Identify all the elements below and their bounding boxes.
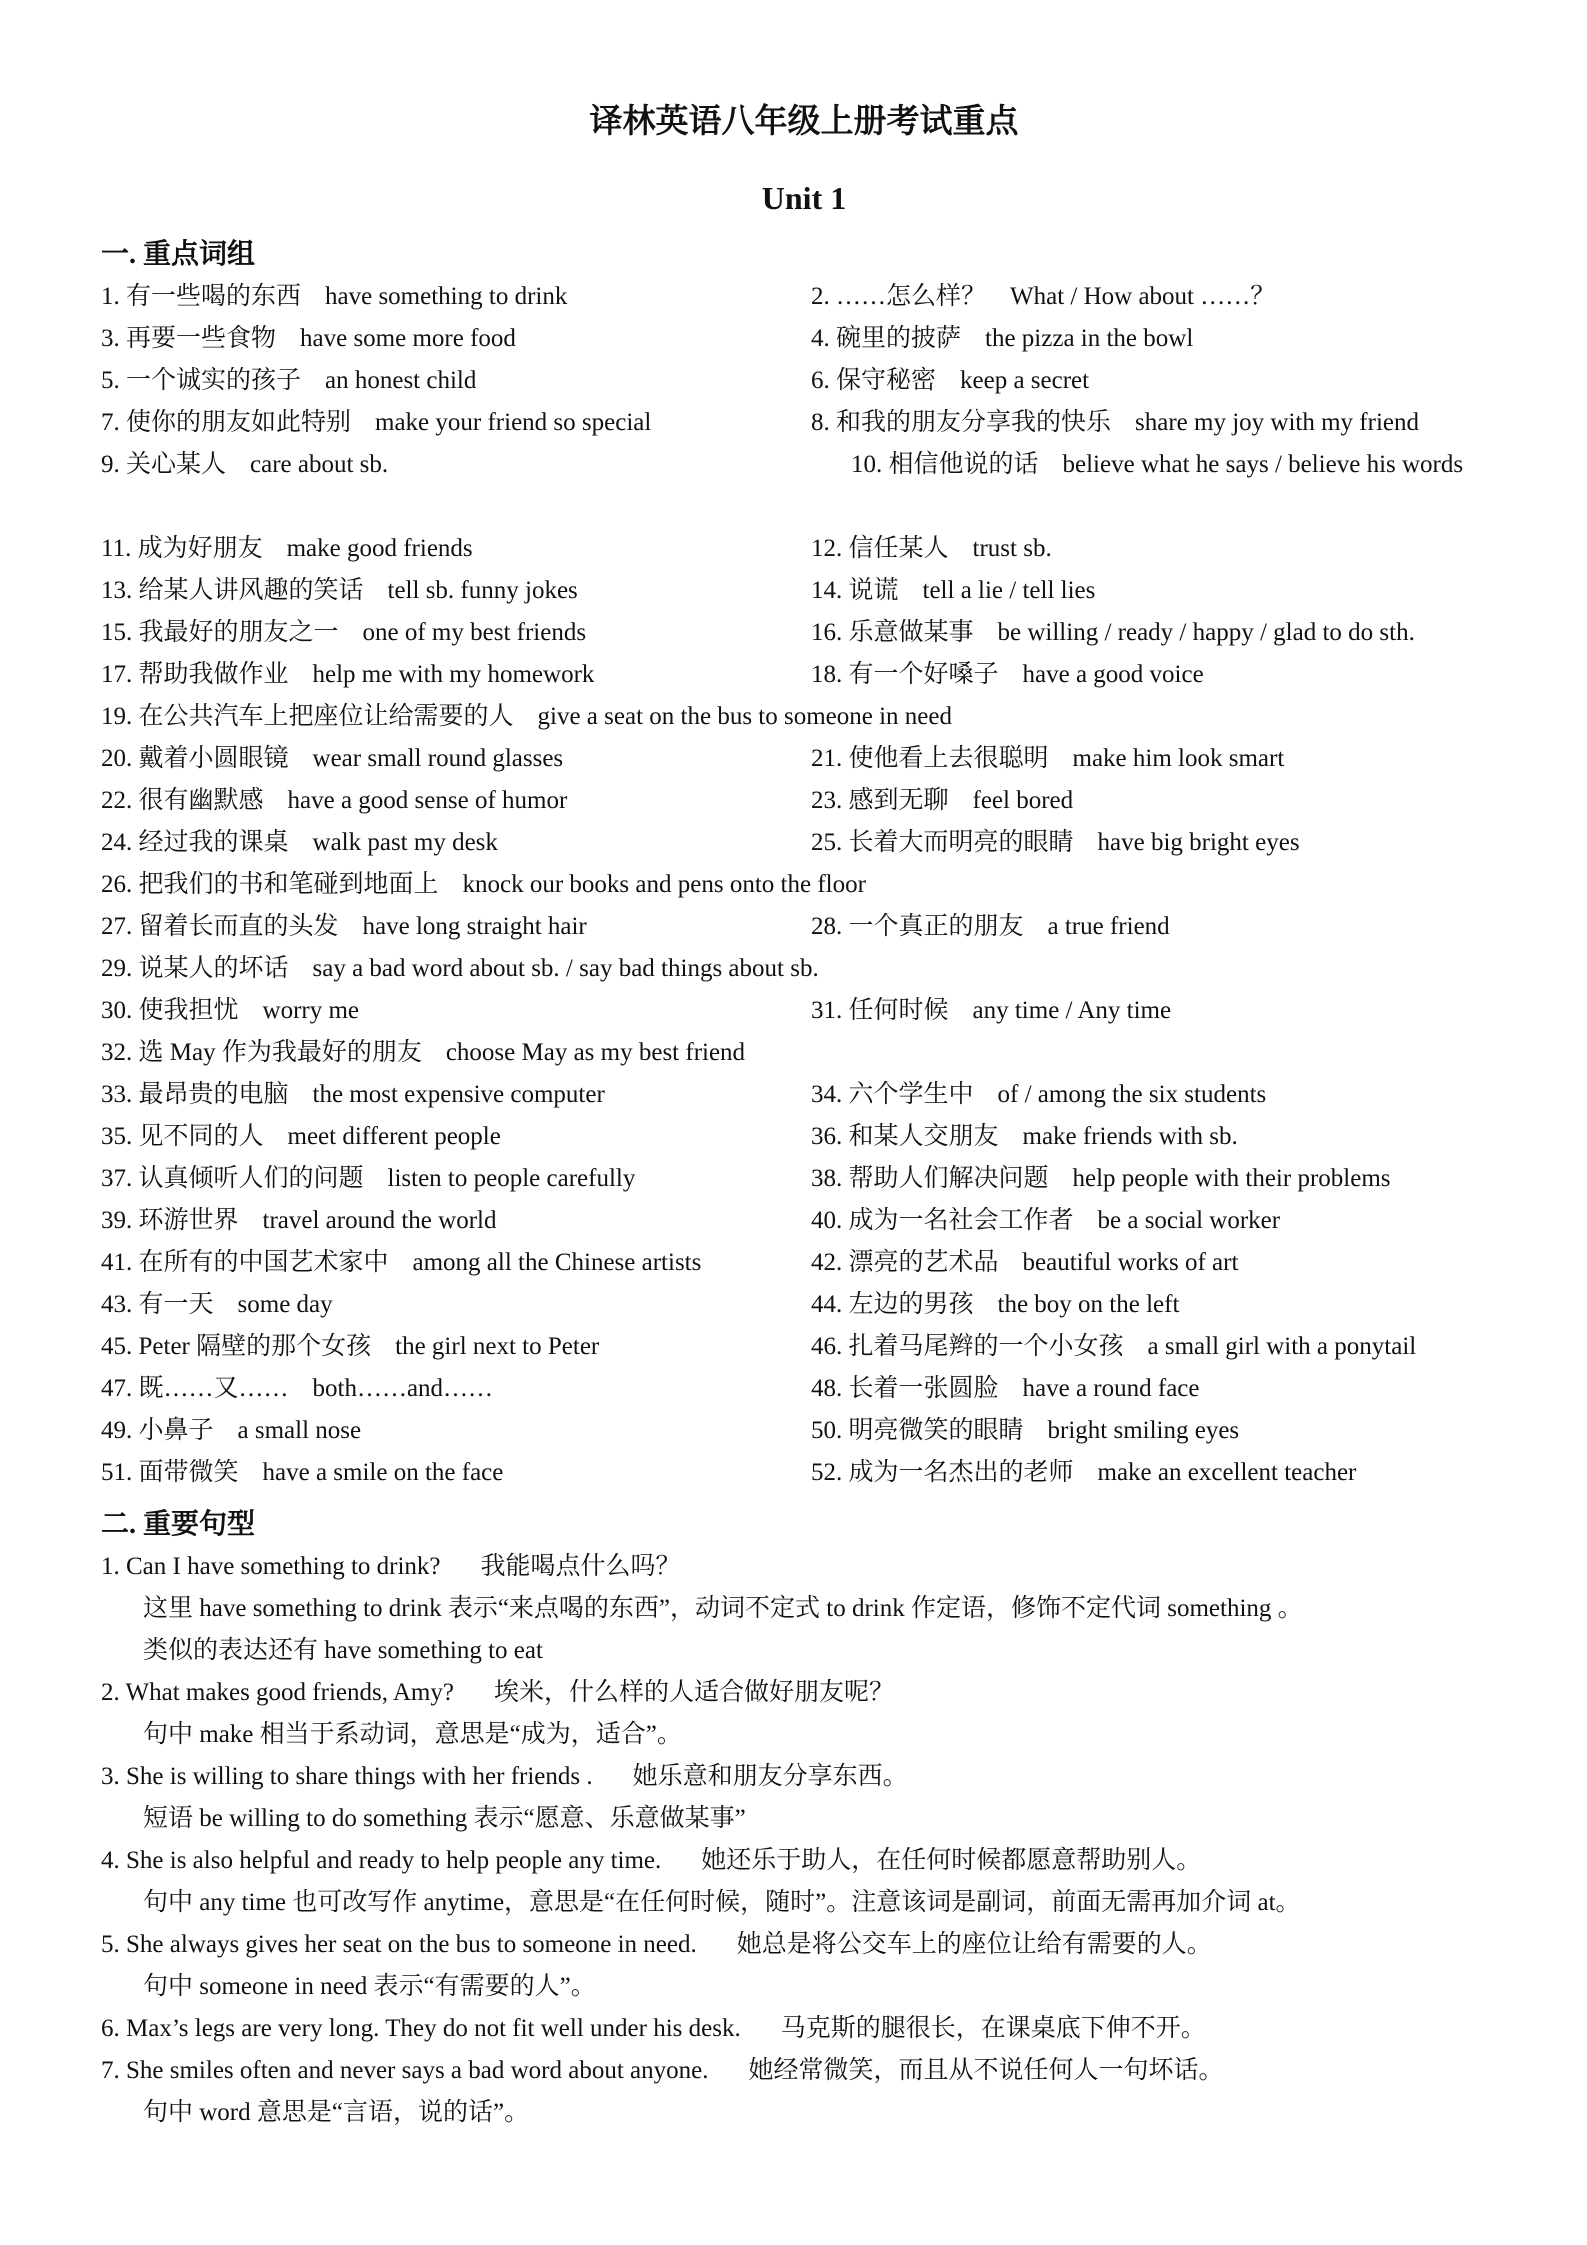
phrase-english: What / How about ……？ xyxy=(1010,283,1276,310)
phrase-english: make good friends xyxy=(286,535,473,562)
phrase-chinese: 明亮微笑的眼睛 xyxy=(848,1417,1024,1444)
sentence-chinese: 埃米，什么样的人适合做好朋友呢？ xyxy=(493,1679,894,1706)
phrase-chinese: 成为好朋友 xyxy=(137,535,263,562)
phrase-row xyxy=(101,948,1507,990)
sentence-note: 句中 word 意思是“言语，说的话”。 xyxy=(143,2099,530,2126)
phrase-english: have something to drink xyxy=(325,283,568,310)
document-title: 译林英语八年级上册考试重点 xyxy=(589,104,1019,140)
phrase-item xyxy=(811,619,1415,646)
phrase-number: 48. xyxy=(811,1375,849,1402)
phrase-number: 34. xyxy=(811,1081,849,1108)
phrase-chinese: 留着长而直的头发 xyxy=(138,913,339,940)
phrase-number: 5. xyxy=(101,367,126,394)
sentence-english: 3. She is willing to share things with her friends . xyxy=(101,1763,593,1790)
phrase-english: a true friend xyxy=(1047,913,1170,940)
phrase-number: 40. xyxy=(811,1207,849,1234)
phrase-item xyxy=(811,1207,1280,1234)
phrase-number: 2. xyxy=(811,283,836,310)
sentence-english: 7. She smiles often and never says a bad word about anyone. xyxy=(101,2057,709,2084)
sentence-line xyxy=(101,1756,1507,1798)
phrase-number: 46. xyxy=(811,1333,849,1360)
phrase-english: make him look smart xyxy=(1072,745,1285,772)
phrase-item xyxy=(811,661,1204,688)
phrase-english: have a good sense of humor xyxy=(287,787,568,814)
phrase-item xyxy=(101,409,651,436)
phrase-item xyxy=(101,997,359,1024)
phrase-english: have long straight hair xyxy=(362,913,587,940)
phrase-chinese: 使你的朋友如此特别 xyxy=(126,409,352,436)
phrase-chinese: 帮助人们解决问题 xyxy=(848,1165,1049,1192)
sentence-chinese: 她乐意和朋友分享东西。 xyxy=(632,1763,908,1790)
phrase-item xyxy=(851,451,1463,478)
phrase-english: help me with my homework xyxy=(312,661,595,688)
phrase-chinese: 一个诚实的孩子 xyxy=(126,367,302,394)
phrase-item xyxy=(101,745,563,772)
phrase-item xyxy=(101,1375,493,1402)
phrase-chinese: 漂亮的艺术品 xyxy=(848,1249,999,1276)
sentence-note: 句中 any time 也可改写作 anytime，意思是“在任何时候，随时”。注意该词是副词，前面无需再加介词 at。 xyxy=(143,1889,1301,1916)
phrase-english: have a good voice xyxy=(1022,661,1204,688)
phrase-item xyxy=(101,829,498,856)
phrase-row xyxy=(101,360,1507,402)
phrase-chinese: 认真倾听人们的问题 xyxy=(138,1165,364,1192)
phrase-chinese: 说某人的坏话 xyxy=(138,955,289,982)
sentence-item xyxy=(101,1840,1507,1924)
phrase-row xyxy=(101,1326,1507,1368)
phrase-number: 50. xyxy=(811,1417,849,1444)
phrase-item xyxy=(101,1291,333,1318)
phrase-row xyxy=(101,402,1507,444)
phrase-chinese: 长着一张圆脸 xyxy=(848,1375,999,1402)
phrase-chinese: 说谎 xyxy=(848,577,899,604)
phrase-number: 47. xyxy=(101,1375,139,1402)
phrase-english: care about sb. xyxy=(250,451,389,478)
phrase-english: listen to people carefully xyxy=(387,1165,636,1192)
phrase-chinese: 关心某人 xyxy=(126,451,227,478)
phrase-number: 25. xyxy=(811,829,849,856)
phrase-item xyxy=(101,451,388,478)
sentence-note: 句中 make 相当于系动词，意思是“成为，适合”。 xyxy=(143,1721,682,1748)
phrase-chinese: 最昂贵的电脑 xyxy=(138,1081,289,1108)
phrase-list xyxy=(101,276,1507,1494)
phrase-number: 23. xyxy=(811,787,849,814)
phrase-row xyxy=(101,654,1507,696)
phrase-chinese: 环游世界 xyxy=(138,1207,239,1234)
sentence-chinese: 她还乐于助人，在任何时候都愿意帮助别人。 xyxy=(701,1847,1202,1874)
phrase-english: make your friend so special xyxy=(375,409,652,436)
phrase-chinese: 和某人交朋友 xyxy=(848,1123,999,1150)
sentence-item xyxy=(101,1924,1507,2008)
phrase-chinese: 给某人讲风趣的笑话 xyxy=(138,577,364,604)
phrase-chinese: 再要一些食物 xyxy=(126,325,277,352)
sentence-line xyxy=(101,1924,1507,1966)
phrase-english: among all the Chinese artists xyxy=(412,1249,702,1276)
phrase-chinese: 信任某人 xyxy=(848,535,949,562)
sentence-line xyxy=(101,1840,1507,1882)
phrase-row xyxy=(101,318,1507,360)
phrase-number: 51. xyxy=(101,1459,139,1486)
phrase-number: 15. xyxy=(101,619,139,646)
phrase-item xyxy=(101,1123,501,1150)
sentence-item xyxy=(101,2050,1507,2134)
phrase-item xyxy=(101,1039,745,1066)
phrase-chinese: 使他看上去很聪明 xyxy=(848,745,1049,772)
phrase-number: 43. xyxy=(101,1291,139,1318)
phrase-row xyxy=(101,1284,1507,1326)
phrase-row xyxy=(101,444,1507,528)
phrase-item xyxy=(811,787,1073,814)
phrase-chinese: 选 May 作为我最好的朋友 xyxy=(138,1039,422,1066)
phrase-number: 37. xyxy=(101,1165,139,1192)
phrase-number: 20. xyxy=(101,745,139,772)
phrase-chinese: 感到无聊 xyxy=(848,787,949,814)
phrase-chinese: 面带微笑 xyxy=(138,1459,239,1486)
phrase-row xyxy=(101,1200,1507,1242)
phrase-number: 44. xyxy=(811,1291,849,1318)
sentence-english: 5. She always gives her seat on the bus to someone in need. xyxy=(101,1931,697,1958)
phrase-english: make an excellent teacher xyxy=(1097,1459,1357,1486)
phrase-item xyxy=(101,1207,496,1234)
phrase-number: 18. xyxy=(811,661,849,688)
phrase-english: have some more food xyxy=(300,325,516,352)
phrase-number: 16. xyxy=(811,619,849,646)
phrase-english: feel bored xyxy=(972,787,1074,814)
phrase-english: walk past my desk xyxy=(312,829,498,856)
phrase-item xyxy=(101,787,567,814)
sentence-chinese: 我能喝点什么吗？ xyxy=(480,1553,681,1580)
phrase-item xyxy=(811,1165,1391,1192)
phrase-english: tell a lie / tell lies xyxy=(922,577,1096,604)
phrase-chinese: 保守秘密 xyxy=(836,367,937,394)
phrase-number: 1. xyxy=(101,283,126,310)
phrase-number: 10. xyxy=(851,451,889,478)
phrase-row xyxy=(101,738,1507,780)
phrase-number: 38. xyxy=(811,1165,849,1192)
phrase-number: 4. xyxy=(811,325,836,352)
phrase-item xyxy=(101,283,567,310)
sentence-line xyxy=(101,1672,1507,1714)
phrase-item xyxy=(811,1459,1356,1486)
phrase-item xyxy=(101,703,952,730)
phrase-english: any time / Any time xyxy=(972,997,1172,1024)
phrase-item xyxy=(811,1081,1266,1108)
phrase-english: be a social worker xyxy=(1097,1207,1281,1234)
phrase-number: 22. xyxy=(101,787,139,814)
phrase-item xyxy=(811,1375,1200,1402)
sentences-heading: 二. 重要句型 xyxy=(101,1509,256,1540)
phrase-number: 9. xyxy=(101,451,126,478)
phrase-item xyxy=(811,283,1275,310)
phrase-chinese: 相信他说的话 xyxy=(888,451,1039,478)
sentence-chinese: 她总是将公交车上的座位让给有需要的人。 xyxy=(736,1931,1212,1958)
sentence-line xyxy=(101,2050,1507,2092)
phrase-english: trust sb. xyxy=(972,535,1052,562)
phrase-english: say a bad word about sb. / say bad things about sb. xyxy=(312,955,819,982)
phrase-row xyxy=(101,1032,1507,1074)
phrase-number: 36. xyxy=(811,1123,849,1150)
phrase-number: 45. xyxy=(101,1333,139,1360)
phrase-item xyxy=(811,997,1171,1024)
phrase-english: make friends with sb. xyxy=(1022,1123,1238,1150)
phrase-chinese: 使我担忧 xyxy=(138,997,239,1024)
phrase-item xyxy=(811,367,1089,394)
phrase-english: have a round face xyxy=(1022,1375,1200,1402)
phrase-number: 42. xyxy=(811,1249,849,1276)
phrase-chinese: 和我的朋友分享我的快乐 xyxy=(836,409,1112,436)
phrase-chinese: 小鼻子 xyxy=(138,1417,214,1444)
phrases-heading: 一. 重点词组 xyxy=(101,239,256,270)
phrase-row xyxy=(101,906,1507,948)
phrase-chinese: 碗里的披萨 xyxy=(836,325,962,352)
phrase-row xyxy=(101,1074,1507,1116)
phrase-item xyxy=(101,955,819,982)
phrase-chinese: 乐意做某事 xyxy=(848,619,974,646)
phrase-item xyxy=(101,871,866,898)
phrase-english: share my joy with my friend xyxy=(1135,409,1419,436)
phrase-item xyxy=(101,619,586,646)
sentence-item xyxy=(101,2008,1507,2050)
phrase-item xyxy=(811,1417,1239,1444)
phrase-number: 13. xyxy=(101,577,139,604)
sentence-item xyxy=(101,1546,1507,1672)
phrase-english: travel around the world xyxy=(262,1207,497,1234)
phrase-chinese: 把我们的书和笔碰到地面上 xyxy=(138,871,439,898)
phrase-english: the pizza in the bowl xyxy=(985,325,1194,352)
phrase-number: 28. xyxy=(811,913,849,940)
phrase-chinese: 有一个好嗓子 xyxy=(848,661,999,688)
phrase-chinese: 在公共汽车上把座位让给需要的人 xyxy=(138,703,514,730)
sentence-english: 1. Can I have something to drink? xyxy=(101,1553,441,1580)
phrase-number: 33. xyxy=(101,1081,139,1108)
phrase-row xyxy=(101,1410,1507,1452)
phrase-english: choose May as my best friend xyxy=(445,1039,746,1066)
phrase-english: keep a secret xyxy=(960,367,1090,394)
phrase-item xyxy=(101,661,594,688)
phrase-english: the boy on the left xyxy=(997,1291,1180,1318)
phrase-number: 27. xyxy=(101,913,139,940)
sentence-chinese: 马克斯的腿很长，在课桌底下伸不开。 xyxy=(780,2015,1206,2042)
phrase-item xyxy=(811,325,1193,352)
phrase-item xyxy=(101,577,578,604)
phrase-number: 8. xyxy=(811,409,836,436)
phrase-english: a small nose xyxy=(237,1417,362,1444)
phrase-number: 29. xyxy=(101,955,139,982)
phrase-chinese: 见不同的人 xyxy=(138,1123,264,1150)
phrase-row xyxy=(101,1242,1507,1284)
phrase-item xyxy=(101,535,473,562)
phrase-english: some day xyxy=(237,1291,333,1318)
phrase-item xyxy=(101,1249,701,1276)
phrase-english: the girl next to Peter xyxy=(395,1333,600,1360)
phrase-item xyxy=(101,1081,605,1108)
phrase-english: have big bright eyes xyxy=(1097,829,1300,856)
sentence-english: 4. She is also helpful and ready to help people any time. xyxy=(101,1847,662,1874)
phrase-row xyxy=(101,780,1507,822)
phrase-english: both……and…… xyxy=(312,1375,494,1402)
phrase-english: wear small round glasses xyxy=(312,745,564,772)
phrase-item xyxy=(811,1249,1238,1276)
phrase-chinese: 六个学生中 xyxy=(848,1081,974,1108)
phrase-item xyxy=(811,745,1284,772)
sentence-note: 短语 be willing to do something 表示“愿意、乐意做某事” xyxy=(143,1805,746,1832)
phrase-number: 17. xyxy=(101,661,139,688)
phrase-item xyxy=(101,1459,503,1486)
phrase-number: 11. xyxy=(101,535,138,562)
sentence-line xyxy=(101,2008,1507,2050)
phrase-row xyxy=(101,276,1507,318)
phrase-english: the most expensive computer xyxy=(312,1081,605,1108)
phrase-number: 41. xyxy=(101,1249,139,1276)
phrase-row xyxy=(101,612,1507,654)
phrase-number: 6. xyxy=(811,367,836,394)
phrase-chinese: 任何时候 xyxy=(848,997,949,1024)
sentence-list xyxy=(101,1546,1507,2134)
sentence-english: 2. What makes good friends, Amy? xyxy=(101,1679,454,1706)
phrase-chinese: 帮助我做作业 xyxy=(138,661,289,688)
phrase-row xyxy=(101,570,1507,612)
phrase-row xyxy=(101,528,1507,570)
phrase-number: 30. xyxy=(101,997,139,1024)
phrase-row xyxy=(101,1158,1507,1200)
phrase-item xyxy=(811,913,1170,940)
phrase-number: 19. xyxy=(101,703,139,730)
phrase-english: meet different people xyxy=(287,1123,501,1150)
phrase-row xyxy=(101,990,1507,1032)
phrase-chinese: 一个真正的朋友 xyxy=(848,913,1024,940)
phrase-english: an honest child xyxy=(325,367,477,394)
phrase-chinese: Peter 隔壁的那个女孩 xyxy=(138,1333,372,1360)
phrase-chinese: 既……又…… xyxy=(138,1375,289,1402)
phrase-number: 39. xyxy=(101,1207,139,1234)
phrase-number: 21. xyxy=(811,745,849,772)
phrase-row xyxy=(101,822,1507,864)
phrase-chinese: 长着大而明亮的眼睛 xyxy=(848,829,1074,856)
phrase-row xyxy=(101,1116,1507,1158)
phrase-number: 32. xyxy=(101,1039,139,1066)
phrase-english: give a seat on the bus to someone in need xyxy=(537,703,952,730)
phrase-item xyxy=(811,829,1300,856)
unit-title: Unit 1 xyxy=(761,180,847,216)
sentence-item xyxy=(101,1756,1507,1840)
phrase-english: help people with their problems xyxy=(1072,1165,1391,1192)
phrase-english: believe what he says / believe his words xyxy=(1062,451,1464,478)
phrase-english: one of my best friends xyxy=(362,619,587,646)
phrase-english: knock our books and pens onto the floor xyxy=(462,871,866,898)
sentence-note: 这里 have something to drink 表示“来点喝的东西”，动词不定式 to drink 作定语，修饰不定代词 something 。 xyxy=(143,1595,1303,1622)
phrase-chinese: 有一天 xyxy=(138,1291,214,1318)
phrase-number: 12. xyxy=(811,535,849,562)
phrase-chinese: 左边的男孩 xyxy=(848,1291,974,1318)
sentence-english: 6. Max’s legs are very long. They do not fit well under his desk. xyxy=(101,2015,741,2042)
phrase-number: 7. xyxy=(101,409,126,436)
phrase-chinese: 在所有的中国艺术家中 xyxy=(138,1249,389,1276)
phrase-item xyxy=(811,1333,1416,1360)
phrase-english: beautiful works of art xyxy=(1022,1249,1239,1276)
phrase-item xyxy=(101,325,516,352)
phrase-row xyxy=(101,696,1507,738)
phrase-chinese: 戴着小圆眼镜 xyxy=(138,745,289,772)
phrase-english: of / among the six students xyxy=(997,1081,1267,1108)
phrase-item xyxy=(811,1291,1179,1318)
phrase-chinese: 我最好的朋友之一 xyxy=(138,619,339,646)
phrase-item xyxy=(101,1165,635,1192)
phrase-number: 35. xyxy=(101,1123,139,1150)
phrase-number: 24. xyxy=(101,829,139,856)
phrase-chinese: 扎着马尾辫的一个小女孩 xyxy=(848,1333,1124,1360)
phrase-number: 14. xyxy=(811,577,849,604)
phrase-number: 49. xyxy=(101,1417,139,1444)
phrase-item xyxy=(811,535,1052,562)
phrase-chinese: 成为一名杰出的老师 xyxy=(848,1459,1074,1486)
phrase-row xyxy=(101,1452,1507,1494)
phrase-english: bright smiling eyes xyxy=(1047,1417,1240,1444)
phrase-item xyxy=(101,367,476,394)
sentence-item xyxy=(101,1672,1507,1756)
phrase-number: 52. xyxy=(811,1459,849,1486)
phrase-number: 31. xyxy=(811,997,849,1024)
phrase-row xyxy=(101,864,1507,906)
phrase-chinese: 有一些喝的东西 xyxy=(126,283,302,310)
phrase-item xyxy=(101,913,587,940)
phrase-english: worry me xyxy=(262,997,360,1024)
phrase-item xyxy=(811,577,1095,604)
phrase-chinese: 经过我的课桌 xyxy=(138,829,289,856)
phrase-chinese: 很有幽默感 xyxy=(138,787,264,814)
sentence-note: 类似的表达还有 have something to eat xyxy=(143,1637,543,1664)
sentence-chinese: 她经常微笑，而且从不说任何人一句坏话。 xyxy=(748,2057,1224,2084)
phrase-english: tell sb. funny jokes xyxy=(387,577,578,604)
sentence-note: 句中 someone in need 表示“有需要的人”。 xyxy=(143,1973,596,2000)
phrase-chinese: 成为一名社会工作者 xyxy=(848,1207,1074,1234)
phrase-item xyxy=(101,1333,599,1360)
phrase-english: have a smile on the face xyxy=(262,1459,504,1486)
phrase-number: 3. xyxy=(101,325,126,352)
phrase-item xyxy=(811,1123,1238,1150)
phrase-item xyxy=(811,409,1419,436)
phrase-chinese: ……怎么样？ xyxy=(836,283,987,310)
phrase-english: be willing / ready / happy / glad to do sth. xyxy=(997,619,1415,646)
phrase-row xyxy=(101,1368,1507,1410)
phrase-number: 26. xyxy=(101,871,139,898)
phrase-item xyxy=(101,1417,361,1444)
sentence-line xyxy=(101,1546,1507,1588)
phrase-english: a small girl with a ponytail xyxy=(1147,1333,1417,1360)
